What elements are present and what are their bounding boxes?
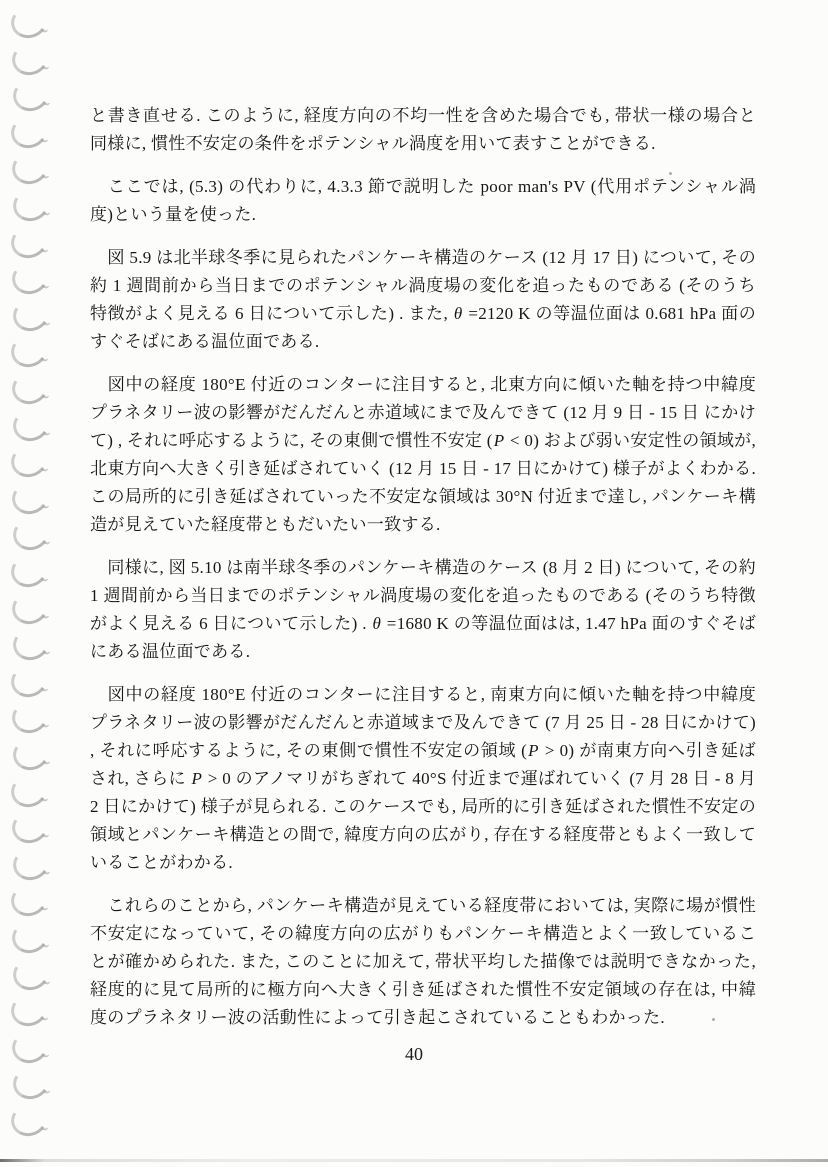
text-run: 図 5.9 は北半球冬季に見られたパンケーキ構造のケース (12 月 17 日) について, その約 1 週間前から当日までのポテンシャル渦度場の変化を追ったものである (そのうち特徴がよく見える 6 日について示した) . また, xyxy=(90,248,756,323)
binding-hole xyxy=(8,1100,51,1140)
paragraph xyxy=(90,681,756,877)
binding-hole xyxy=(10,75,53,115)
binding-hole xyxy=(9,368,52,408)
math-symbol: P xyxy=(493,431,505,450)
text-run: 図中の経度 180°E 付近のコンターに注目すると, 北東方向に傾いた軸を持つ中緯度プラネタリー波の影響がだんだんと赤道域にまで及んできて (12 月 9 日 - 15 日 にかけて) , それに呼応するように, その東側で慣性不安定 ( xyxy=(90,375,756,450)
binding-hole xyxy=(9,588,52,628)
math-symbol: θ xyxy=(372,614,382,633)
binding-hole xyxy=(8,112,51,152)
paragraph xyxy=(90,554,756,666)
math-symbol: P xyxy=(528,741,539,760)
binding-hole xyxy=(9,698,52,738)
binding-hole xyxy=(8,771,51,811)
text-run: 同様に, 図 5.10 は南半球冬季のパンケーキ構造のケース (8 月 2 日) について, その約 1 週間前から当日までのポテンシャル渦度場の変化を追ったものである (そのうち特徴がよく見える 6 日について示した) . xyxy=(90,558,756,633)
paragraph xyxy=(90,173,756,229)
binding-hole xyxy=(8,222,51,262)
text-run: =2120 K の等温位面は 0.681 hPa 面のすぐそばにある温位面である. xyxy=(90,304,757,351)
binding-hole xyxy=(9,917,52,957)
scan-speck xyxy=(712,1018,715,1021)
binding-hole xyxy=(8,2,51,42)
paragraph xyxy=(90,244,756,356)
text-run: > 0 のアノマリがちぎれて 40°S 付近まで運ばれていく (7 月 28 日 - 8 月 2 日にかけて) 様子が見られる. このケースでも, 局所的に引き延ばされた慣性不安定の領域とパンケーキ構造との間で, 緯度方向の広がり, 存在する経度帯ともよく一致していることがわかる. xyxy=(90,769,756,872)
binding-hole xyxy=(10,295,53,335)
binding-hole xyxy=(9,258,52,298)
scan-speck xyxy=(669,172,672,175)
binding-hole xyxy=(9,39,52,79)
binding-hole xyxy=(9,1027,52,1067)
text-run: 図中の経度 180°E 付近のコンターに注目すると, 南東方向に傾いた軸を持つ中緯度プラネタリー波の影響がだんだんと赤道域まで及んできて (7 月 25 日 - 28 日にかけて) , それに呼応するように, その東側で慣性不安定の領域 ( xyxy=(90,685,756,760)
binding-hole xyxy=(8,441,51,481)
page-number: 40 xyxy=(405,1044,423,1064)
binding-hole xyxy=(9,807,52,847)
binding-hole xyxy=(10,624,53,664)
binding-hole xyxy=(10,734,53,774)
text-run: =1680 K の等温位面はは, 1.47 hPa 面のすぐそばにある温位面である. xyxy=(90,614,757,661)
binding-hole xyxy=(8,881,51,921)
text-run: < 0) および弱い安定性の領域が, 北東方向へ大きく引き延ばされていく (12 月 15 日 - 17 日にかけて) 様子がよくわかる. この局所的に引き延ばされていった不安定な領域は 30°N 付近まで達し, パンケーキ構造が見えていた経度帯ともだいたい一致する. xyxy=(90,431,756,534)
binding-hole xyxy=(8,551,51,591)
binding-hole xyxy=(8,332,51,372)
paragraph xyxy=(90,371,756,539)
binding-hole xyxy=(8,661,51,701)
text-run: これらのことから, パンケーキ構造が見えている経度帯においては, 実際に場が慣性不安定になっていて, その緯度方向の広がりもパンケーキ構造とよく一致していることが確かめられた. また, このことに加えて, 帯状平均した描像では説明できなかった, 経度的に見て局所的に極方向へ大きく引き延ばされた慣性不安定領域の存在は, 中緯度のプラネタリー波の活動性によって引き起こされていることもわかった. xyxy=(90,896,756,1027)
binding-hole xyxy=(8,990,51,1030)
binding-hole xyxy=(10,954,53,994)
binding-hole xyxy=(9,478,52,518)
page-bottom-edge-shadow xyxy=(0,1159,828,1162)
binding-hole xyxy=(10,185,53,225)
binding-hole xyxy=(10,405,53,445)
text-run: > 0) が南東方向へ引き延ばされ, さらに xyxy=(90,741,756,788)
math-symbol: P xyxy=(191,769,203,788)
binding-hole xyxy=(9,149,52,189)
spiral-binding-holes xyxy=(0,0,60,1167)
math-symbol: θ xyxy=(453,304,463,323)
binding-hole xyxy=(10,515,53,555)
binding-hole xyxy=(10,844,53,884)
text-run: ここでは, (5.3) の代わりに, 4.3.3 節で説明した poor man's PV (代用ポテンシャル渦度)という量を使った. xyxy=(90,177,756,224)
paragraph xyxy=(90,892,756,1032)
document-body-text xyxy=(90,102,756,1047)
paragraph xyxy=(90,102,756,158)
binding-hole xyxy=(10,1064,53,1104)
text-run: と書き直せる. このように, 経度方向の不均一性を含めた場合でも, 帯状一様の場合と同様に, 慣性不安定の条件をポテンシャル渦度を用いて表すことができる. xyxy=(90,106,756,153)
